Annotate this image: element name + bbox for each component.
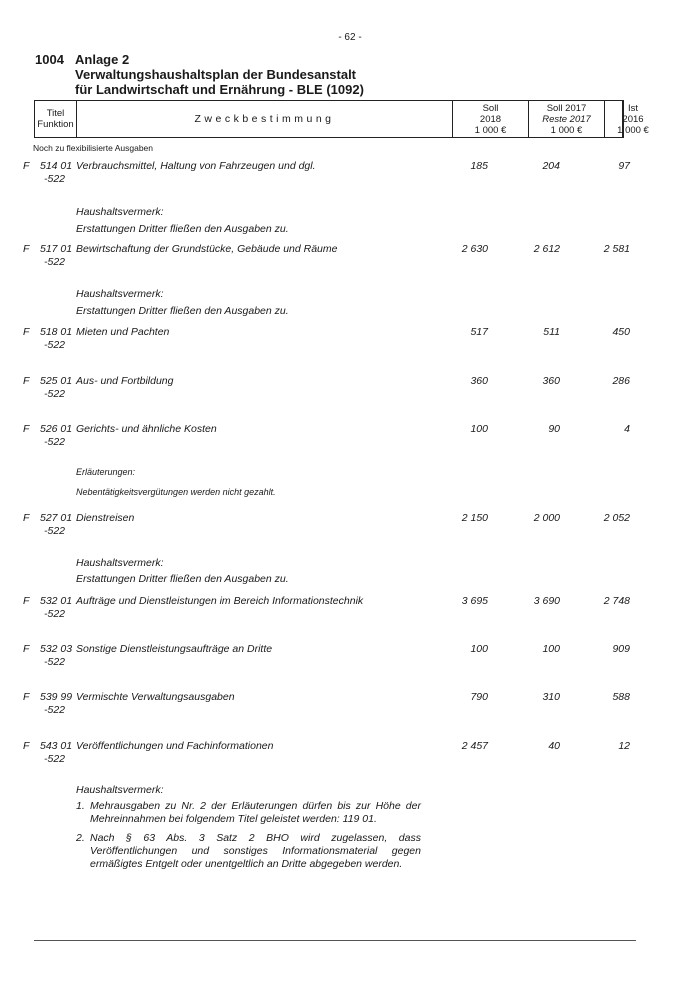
note-label: Erläuterungen: [76,467,136,477]
footer-divider [34,940,636,941]
header-ist-2016: Ist 2016 1 000 € [617,103,649,136]
title-line-1: Anlage 2 [75,52,130,67]
note-text: Erstattungen Dritter fließen den Ausgaben zu. [76,305,289,317]
note-text: Erstattungen Dritter fließen den Ausgaben zu. [76,223,289,235]
note-item: 2. Nach § 63 Abs. 3 Satz 2 BHO wird zugelassen, dass Veröffentlichungen und sonstiges Informationsmaterial gegen ermäßigtes Entgelt oder unentgeltlich an Dritte abgegeben werden. [76,832,421,870]
header-soll-2017: Soll 2017 Reste 2017 1 000 € [529,101,605,137]
page-number: - 62 - [338,32,362,43]
title-line-2: Verwaltungshaushaltsplan der Bundesanstalt [75,67,357,82]
header-titel-funktion: Titel Funktion [35,101,77,137]
section-note: Noch zu flexibilisierte Ausgaben [33,143,154,153]
header-soll-2018: Soll 2018 1 000 € [453,101,529,137]
chapter-number: 1004 [35,52,64,67]
note-text: Nebentätigkeitsvergütungen werden nicht gezahlt. [76,487,276,497]
note-label: Haushaltsvermerk: [76,206,164,218]
note-item: 1. Mehrausgaben zu Nr. 2 der Erläuterungen dürfen bis zur Höhe der Mehreinnahmen bei folgendem Titel geleistet werden: 119 01. [76,800,421,825]
title-line-3: für Landwirtschaft und Ernährung - BLE (1092) [75,82,364,97]
table-header [34,100,649,138]
note-label: Haushaltsvermerk: [76,784,164,796]
note-text: Erstattungen Dritter fließen den Ausgaben zu. [76,573,289,585]
note-label: Haushaltsvermerk: [76,557,164,569]
header-zweckbestimmung: Zweckbestimmung [77,101,453,137]
note-label: Haushaltsvermerk: [76,288,164,300]
